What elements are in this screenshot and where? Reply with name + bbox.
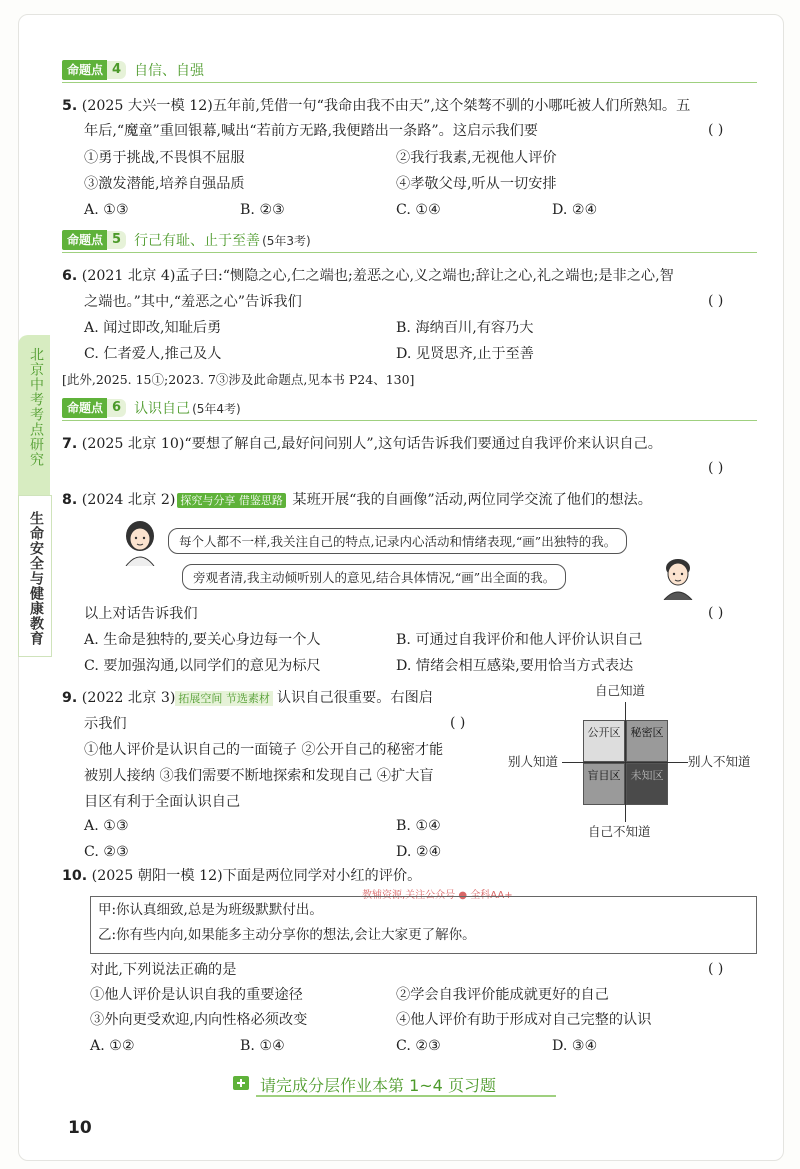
q5-choice-a: A. ①③	[84, 202, 129, 218]
q5-number: 5.	[62, 98, 78, 114]
q6-extra-note: [此外,2025. 15①;2023. 7③涉及此命题点,见本书 P24、130]	[62, 372, 415, 387]
student-boy-icon	[656, 554, 700, 600]
q5-choice-c: C. ①④	[396, 202, 441, 218]
blind-area-label: 盲目区	[587, 769, 621, 782]
q9-choice-d: D. ②④	[396, 844, 442, 860]
q6-answer-blank: ( )	[708, 293, 724, 309]
q7-source: (2025 北京 10)	[81, 436, 185, 452]
section-number: 4	[107, 61, 126, 79]
homework-reminder: 请完成分层作业本第 1~4 页习题	[260, 1076, 496, 1095]
q7-number: 7.	[62, 436, 78, 452]
axis-left-label: 别人知道	[508, 754, 559, 769]
q8-source: (2024 北京 2)	[81, 492, 176, 508]
homework-icon	[232, 1074, 252, 1092]
q9-source: (2022 北京 3)	[81, 690, 176, 706]
q8-choice-b: B. 可通过自我评价和他人评价认识自己	[396, 632, 643, 648]
q5-line1	[62, 96, 690, 116]
q10-option4: ④他人评价有助于形成对自己完整的认识	[396, 1012, 652, 1028]
side-tab	[10, 335, 50, 655]
section-title: 自信、自强	[134, 63, 205, 79]
section-tag: 命题点	[62, 230, 107, 250]
page-number: 10	[68, 1118, 92, 1138]
q6-choice-c: C. 仁者爱人,推己及人	[84, 346, 222, 362]
unknown-area-label: 未知区	[630, 769, 664, 782]
q5-choice-b: B. ②③	[240, 202, 285, 218]
q5-option3: ③激发潜能,培养自强品质	[84, 176, 245, 192]
q10-choice-a: A. ①②	[90, 1038, 135, 1054]
section-note: (5年4考)	[192, 401, 241, 416]
q5-text1: 五年前,凭借一句“我命由我不由天”,这个桀骜不驯的小哪吒被人们所熟知。五	[212, 98, 691, 114]
q10-option2: ②学会自我评价能成就更好的自己	[396, 987, 609, 1003]
q9-text4: 被别人接纳 ③我们需要不断地探索和发现自己 ④扩大盲	[84, 768, 434, 784]
q8-answer-blank: ( )	[708, 605, 724, 621]
hidden-area-label: 秘密区	[630, 726, 664, 739]
q8-text1: 某班开展“我的自画像”活动,两位同学交流了他们的想法。	[292, 492, 652, 508]
q7-answer-blank: ( )	[708, 460, 724, 476]
q10-source: (2025 朝阳一模 12)	[91, 868, 223, 884]
q6-number: 6.	[62, 268, 78, 284]
q5-option1: ①勇于挑战,不畏惧不屈服	[84, 150, 245, 166]
q5-source: (2025 大兴一模 12)	[81, 98, 213, 114]
q9-text5: 目区有利于全面认识自己	[84, 794, 241, 810]
section-header-5	[62, 230, 757, 250]
section-header-6	[62, 398, 757, 418]
side-tab-top: 北京中考考点研究	[28, 347, 44, 467]
q10-quote-jia: 甲:你认真细致,总是为班级默默付出。	[98, 902, 323, 918]
q8-bubble2: 旁观者清,我主动倾听别人的意见,结合具体情况,“画”出全面的我。	[182, 564, 566, 590]
q8-bubble1: 每个人都不一样,我关注自己的特点,记录内心活动和情绪表现,“画”出独特的我。	[168, 528, 627, 554]
section-title: 行己有耻、止于至善	[134, 233, 261, 249]
q9-badge: 拓展空间 节选素材	[175, 691, 273, 706]
section-header-4	[62, 60, 757, 80]
q5-option4: ④孝敬父母,听从一切安排	[396, 176, 557, 192]
q6-line1	[62, 266, 674, 286]
q8-choice-d: D. 情绪会相互感染,要用恰当方式表达	[396, 658, 634, 674]
q10-quote-yi: 乙:你有些内向,如果能多主动分享你的想法,会让大家更了解你。	[98, 927, 476, 943]
side-tab-bottom: 生命安全与健康教育	[28, 511, 44, 646]
q10-option1: ①他人评价是认识自我的重要途径	[90, 987, 303, 1003]
q10-choice-d: D. ③④	[552, 1038, 598, 1054]
q9-number: 9.	[62, 690, 78, 706]
q5-text2: 年后,“魔童”重回银幕,喊出“若前方无路,我便踏出一条路”。这启示我们要	[84, 123, 538, 139]
q10-text1: 下面是两位同学对小红的评价。	[222, 868, 422, 884]
q8-choice-a: A. 生命是独特的,要关心身边每一个人	[84, 632, 321, 648]
section-note: (5年3考)	[262, 233, 311, 248]
q8-stem: 以上对话告诉我们	[84, 606, 198, 622]
q9-answer-blank: ( )	[450, 715, 466, 731]
q8-badge: 探究与分享 借鉴思路	[177, 493, 286, 508]
student-girl-icon	[118, 518, 162, 566]
q10-line1	[62, 866, 421, 886]
q10-number: 10.	[62, 868, 88, 884]
q9-choice-a: A. ①③	[84, 818, 129, 834]
q10-choice-c: C. ②③	[396, 1038, 441, 1054]
axis-top-label: 自己知道	[595, 683, 646, 698]
q9-text3: ①他人评价是认识自己的一面镜子 ②公开自己的秘密才能	[84, 742, 444, 758]
section-tag: 命题点	[62, 60, 107, 80]
q6-text2: 之端也。”其中,“羞恶之心”告诉我们	[84, 294, 302, 310]
section-number: 6	[107, 399, 126, 417]
q9-text1: 认识自己很重要。右图启	[276, 690, 433, 706]
open-area-label: 公开区	[587, 726, 621, 739]
q9-choice-b: B. ①④	[396, 818, 441, 834]
watermark: 教辅资源,关注公众号 ● 全科AA+	[362, 890, 513, 901]
q10-stem: 对此,下列说法正确的是	[90, 962, 237, 978]
q6-text1: 孟子曰:“恻隐之心,仁之端也;羞恶之心,义之端也;辞让之心,礼之端也;是非之心,智	[175, 268, 674, 284]
q8-choice-c: C. 要加强沟通,以同学们的意见为标尺	[84, 658, 321, 674]
q10-choice-b: B. ①④	[240, 1038, 285, 1054]
q8-line1	[62, 490, 652, 510]
q6-choice-d: D. 见贤思齐,止于至善	[396, 346, 534, 362]
section-number: 5	[107, 231, 126, 249]
axis-right-label: 别人不知道	[688, 754, 751, 769]
q5-answer-blank: ( )	[708, 122, 724, 138]
q7-text1: “要想了解自己,最好问问别人”,这句话告诉我们要通过自我评价来认识自己。	[184, 436, 662, 452]
q10-answer-blank: ( )	[708, 961, 724, 977]
q10-option3: ③外向更受欢迎,内向性格必须改变	[90, 1012, 308, 1028]
q9-text2: 示我们	[84, 716, 127, 732]
section-tag: 命题点	[62, 398, 107, 418]
q8-number: 8.	[62, 492, 78, 508]
q6-choice-a: A. 闻过即改,知耻后勇	[84, 320, 222, 336]
q5-option2: ②我行我素,无视他人评价	[396, 150, 557, 166]
q6-source: (2021 北京 4)	[81, 268, 176, 284]
q7-line1	[62, 434, 662, 454]
section-title: 认识自己	[134, 401, 191, 417]
q9-choice-c: C. ②③	[84, 844, 129, 860]
axis-bottom-label: 自己不知道	[588, 824, 651, 839]
q9-line1	[62, 688, 433, 708]
q6-choice-b: B. 海纳百川,有容乃大	[396, 320, 534, 336]
q5-choice-d: D. ②④	[552, 202, 598, 218]
